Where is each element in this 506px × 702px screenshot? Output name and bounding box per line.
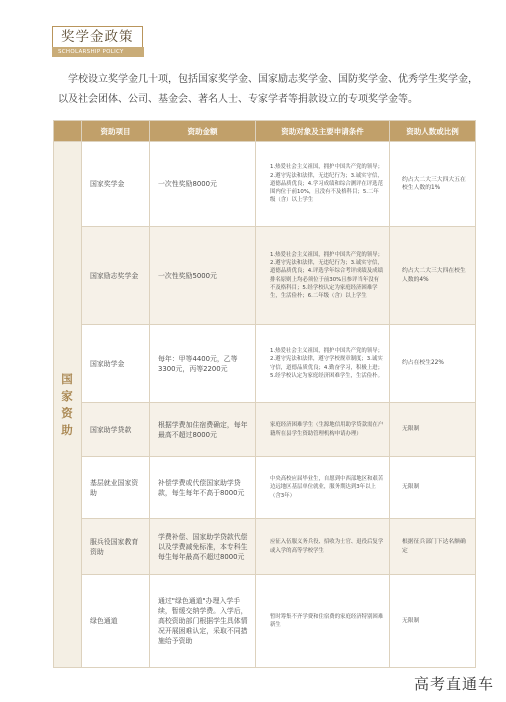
header-conditions: 资助对象及主要申请条件 bbox=[256, 121, 390, 142]
section-title: 奖学金政策 bbox=[52, 26, 143, 49]
row-amount: 一次性奖励5000元 bbox=[150, 227, 256, 325]
row-ratio: 约占在校生22% bbox=[390, 325, 476, 403]
row-ratio: 根据征兵部门下达名额确定 bbox=[390, 519, 476, 575]
row-name: 国家奖学金 bbox=[82, 142, 150, 227]
header-ratio: 资助人数或比例 bbox=[390, 121, 476, 142]
table-row bbox=[54, 575, 476, 668]
row-amount: 每年：甲等4400元，乙等3300元，丙等2200元 bbox=[150, 325, 256, 403]
intro-paragraph: 学校设立奖学金几十项，包括国家奖学金、国家励志奖学金、国防奖学金、优秀学生奖学金，以及社会团体、公司、基金会、著名人士、专家学者等捐款设立的专项奖学金等。 bbox=[58, 74, 478, 105]
table-row bbox=[54, 457, 476, 519]
row-name: 国家助学贷款 bbox=[82, 403, 150, 457]
side-char: 国 bbox=[61, 371, 74, 386]
row-conditions: 暂时筹集不齐学费和住宿费的家庭经济特别困难新生 bbox=[256, 575, 390, 668]
header-project: 资助项目 bbox=[82, 121, 150, 142]
side-category-cell bbox=[54, 142, 82, 668]
row-amount: 补偿学费或代偿国家助学贷款，每生每年不高于8000元 bbox=[150, 457, 256, 519]
table-row bbox=[54, 142, 476, 227]
row-amount: 一次性奖励8000元 bbox=[150, 142, 256, 227]
row-conditions: 1.热爱社会主义祖国，拥护中国共产党的领导；2.遵守宪法和法律，遵守学校规章制度；3.诚实守信，道德品质优良；4.勤奋学习，积极上进；5.经学校认定为家庭经济困难学生，生活俭朴。 bbox=[256, 325, 390, 403]
row-conditions: 中央高校应届毕业生，自愿到中西部地区和艰苦边远地区基层单位就业，服务期达到3年以上（含3年） bbox=[256, 457, 390, 519]
row-conditions: 应征入伍服义务兵役、招收为士官、退役后复学或入学的高等学校学生 bbox=[256, 519, 390, 575]
aid-table bbox=[53, 120, 476, 668]
row-conditions: 家庭经济困难学生（生源地信用助学贷款需在户籍所在县学生资助管理机构申请办理） bbox=[256, 403, 390, 457]
table-row bbox=[54, 227, 476, 325]
aid-table-container bbox=[53, 120, 475, 668]
row-name: 服兵役国家教育资助 bbox=[82, 519, 150, 575]
table-row bbox=[54, 325, 476, 403]
row-ratio: 约占大二大三大四大五在校生人数的1% bbox=[390, 142, 476, 227]
row-amount: 通过"绿色通道"办理入学手续，暂缓交纳学费。入学后，高校资助部门根据学生具体情况开展困难认定，采取不同措施给予资助 bbox=[150, 575, 256, 668]
row-ratio: 无限制 bbox=[390, 403, 476, 457]
row-name: 绿色通道 bbox=[82, 575, 150, 668]
table-row bbox=[54, 519, 476, 575]
row-name: 国家助学金 bbox=[82, 325, 150, 403]
row-name: 国家励志奖学金 bbox=[82, 227, 150, 325]
row-conditions: 1.热爱社会主义祖国，拥护中国共产党的领导；2.遵守宪法和法律，无违纪行为；3.诚实守信，道德品质优良；4.评选学年综合考评成绩及成绩排名原则上均必须位于前30%且参评当年没有不及格科目；5.经学校认定为家庭经济困难学生，生活俭朴；6.二年级（含）以上学生 bbox=[256, 227, 390, 325]
row-ratio: 无限制 bbox=[390, 575, 476, 668]
row-ratio: 约占大二大三大四在校生人数的4% bbox=[390, 227, 476, 325]
header-amount: 资助金额 bbox=[150, 121, 256, 142]
header-spacer bbox=[54, 121, 82, 142]
section-subtitle: SCHOLARSHIP POLICY bbox=[52, 47, 144, 57]
side-char: 家 bbox=[61, 388, 74, 403]
row-conditions: 1.热爱社会主义祖国，拥护中国共产党的领导；2.遵守宪法和法律，无违纪行为；3.诚实守信，道德品质优良；4.学习成绩和综合测评在评选范围内位于前10%，且没有不及格科目；5.二年级（含）以上学生 bbox=[256, 142, 390, 227]
row-amount: 根据学费加住宿费确定，每年最高不超过8000元 bbox=[150, 403, 256, 457]
table-header-row bbox=[54, 121, 476, 142]
row-amount: 学费补偿、国家助学贷款代偿以及学费减免标准，本专科生每生每年最高不超过8000元 bbox=[150, 519, 256, 575]
side-char: 资 bbox=[61, 405, 74, 420]
row-name: 基层就业国家资助 bbox=[82, 457, 150, 519]
table-row bbox=[54, 403, 476, 457]
side-char: 助 bbox=[61, 422, 74, 437]
side-category-label bbox=[54, 371, 81, 439]
watermark-text: 高考直通车 bbox=[413, 675, 494, 693]
row-ratio: 无限制 bbox=[390, 457, 476, 519]
section-header bbox=[52, 26, 143, 55]
